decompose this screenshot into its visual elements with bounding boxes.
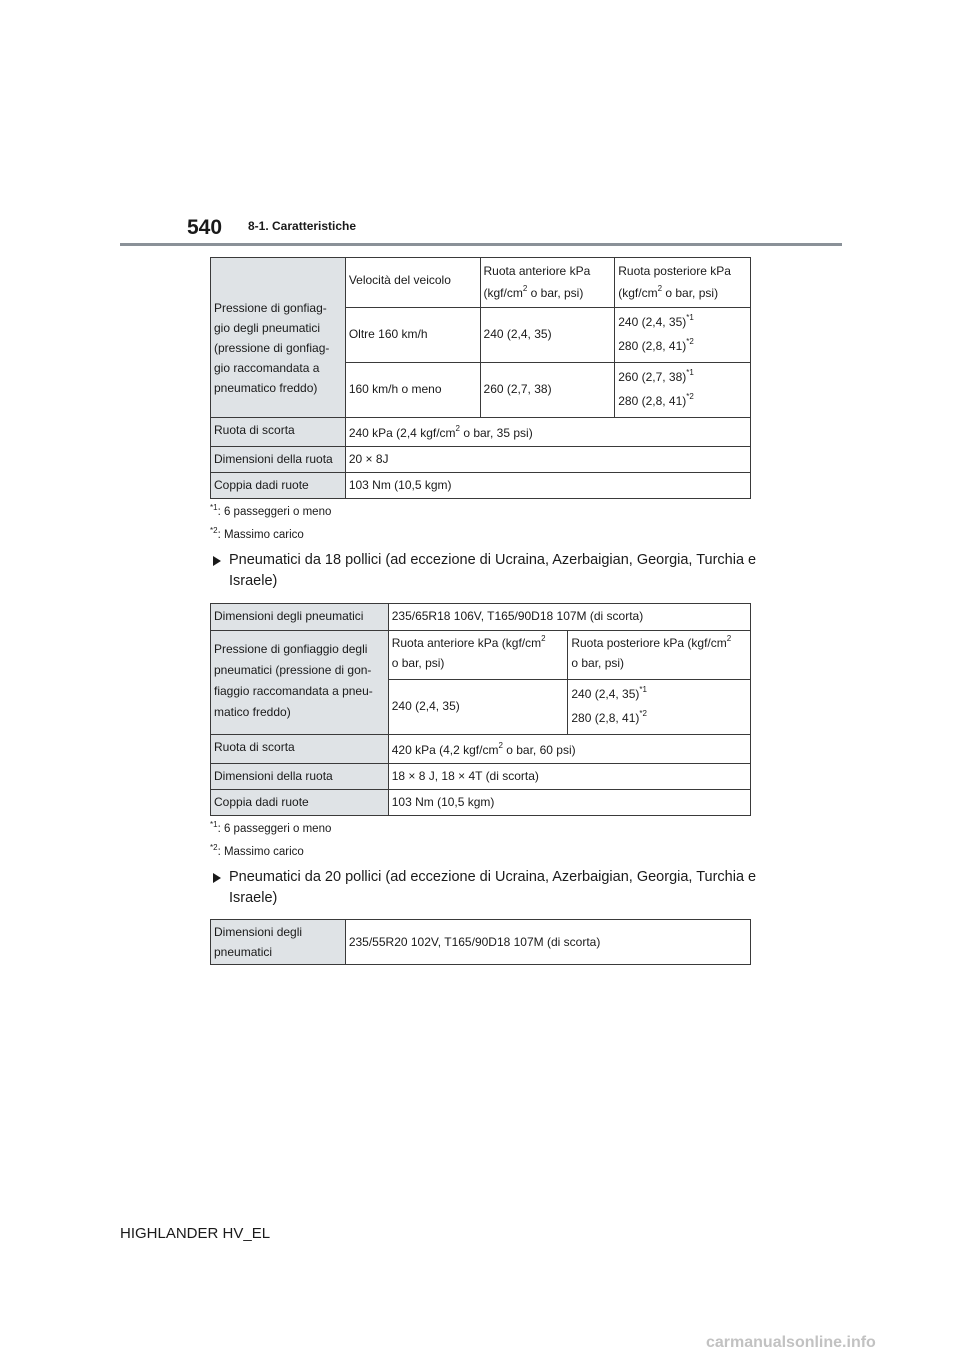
rear-cell xyxy=(615,363,751,418)
speed-value: Oltre 160 km/h xyxy=(348,327,428,341)
footnote-text: : Massimo carico xyxy=(217,528,304,541)
tire-spec-table-1 xyxy=(210,257,751,499)
footnote-text: : 6 passeggeri o meno xyxy=(217,505,332,518)
triangle-bullet-icon xyxy=(213,873,221,883)
torque-value xyxy=(345,473,750,499)
footnote-mark: *2 xyxy=(686,392,694,401)
rear-header xyxy=(568,631,751,680)
front-header-line1: Ruota anteriore kPa xyxy=(483,264,591,278)
footnote-1 xyxy=(210,503,331,518)
spare-label xyxy=(211,418,346,447)
tire-label xyxy=(211,920,346,965)
table-row xyxy=(211,790,751,816)
pressure-label: Pressione di gonfiag- gio degli pneumatici (pressione di gonfiag- gio raccomandata a pneumatico freddo) xyxy=(214,300,330,395)
spare-label-text: Ruota di scorta xyxy=(214,740,295,754)
tire-spec-table-2 xyxy=(210,603,751,816)
footnote-1 xyxy=(210,820,331,835)
spare-label-text: Ruota di scorta xyxy=(214,423,295,437)
table-row xyxy=(211,473,751,499)
tire-value-text: 235/65R18 106V, T165/90D18 107M (di scorta) xyxy=(391,609,644,623)
torque-label xyxy=(211,473,346,499)
wheel-value xyxy=(345,447,750,473)
section-title: 8-1. Caratteristiche xyxy=(248,219,357,233)
torque-label xyxy=(211,790,389,816)
torque-value-text: 103 Nm (10,5 kgm) xyxy=(391,795,495,809)
footnote-2 xyxy=(210,843,304,858)
footnote-mark: *1 xyxy=(210,820,218,829)
spare-value-a: 420 kPa (4,2 kgf/cm xyxy=(391,743,499,757)
front-cell xyxy=(480,308,615,363)
front-cell xyxy=(480,363,615,418)
front-value: 240 (2,4, 35) xyxy=(391,699,460,713)
front-value: 240 (2,4, 35) xyxy=(483,327,552,341)
speed-value: 160 km/h o meno xyxy=(348,382,442,396)
squared-mark: 2 xyxy=(522,284,528,293)
front-header-line1: Ruota anteriore kPa (kgf/cm xyxy=(391,636,542,650)
footnote-mark: *1 xyxy=(639,685,647,694)
table-row xyxy=(211,631,751,680)
pressure-label-cell xyxy=(211,631,389,735)
watermark: carmanualsonline.info xyxy=(706,1334,876,1351)
tire-value-text: 235/55R20 102V, T165/90D18 107M (di scorta) xyxy=(348,935,601,949)
header-rule xyxy=(120,243,842,246)
rear-cell xyxy=(615,308,751,363)
front-value: 260 (2,7, 38) xyxy=(483,382,552,396)
tire-label-text: Dimensioni degli pneumatici xyxy=(214,925,303,959)
wheel-label-text: Dimensioni della ruota xyxy=(214,452,333,466)
squared-mark: 2 xyxy=(541,634,546,643)
speed-header-text: Velocità del veicolo xyxy=(348,273,451,287)
table-row xyxy=(211,418,751,447)
rear-header-unit: (kgf/cm xyxy=(618,286,658,300)
table-row xyxy=(211,447,751,473)
spare-value-b: o bar, 35 psi) xyxy=(459,426,533,440)
table-row xyxy=(211,764,751,790)
document-code: HIGHLANDER HV_EL xyxy=(120,1225,271,1242)
rear-cell xyxy=(568,680,751,735)
wheel-value xyxy=(388,764,750,790)
footnote-mark: *2 xyxy=(639,709,647,718)
rear-header-line1: Ruota posteriore kPa xyxy=(618,264,731,278)
squared-mark: 2 xyxy=(657,284,663,293)
front-header-rest: o bar, psi) xyxy=(527,286,584,300)
spare-label xyxy=(211,735,389,764)
footnote-mark: *1 xyxy=(686,368,694,377)
wheel-label xyxy=(211,447,346,473)
wheel-value-text: 18 × 8 J, 18 × 4T (di scorta) xyxy=(391,769,539,783)
spare-value-a: 240 kPa (2,4 kgf/cm xyxy=(348,426,456,440)
pressure-label: Pressione di gonfiaggio degli pneumatici (pressione di gon- fiaggio raccomandata a pneu- matico freddo) xyxy=(214,642,373,719)
speed-cell xyxy=(345,363,480,418)
tire-value xyxy=(345,920,750,965)
rear-value-2: 280 (2,8, 41) xyxy=(571,711,640,725)
footnote-mark: *2 xyxy=(686,337,694,346)
tire-label xyxy=(211,604,389,631)
squared-mark: 2 xyxy=(455,424,460,433)
rear-value-1: 240 (2,4, 35) xyxy=(618,315,687,329)
rear-header-line1: Ruota posteriore kPa (kgf/cm xyxy=(571,636,727,650)
tire-spec-table-3 xyxy=(210,919,751,965)
table-row xyxy=(211,735,751,764)
front-header xyxy=(480,258,615,308)
front-header-line2: o bar, psi) xyxy=(391,656,445,670)
torque-value xyxy=(388,790,750,816)
rear-header-line2: o bar, psi) xyxy=(571,656,625,670)
footnote-mark: *1 xyxy=(210,503,218,512)
tire-value xyxy=(388,604,750,631)
wheel-label xyxy=(211,764,389,790)
bullet-heading-18 xyxy=(212,550,769,592)
wheel-value-text: 20 × 8J xyxy=(348,452,389,466)
front-cell xyxy=(388,680,568,735)
front-header xyxy=(388,631,568,680)
pressure-label-cell xyxy=(211,258,346,418)
front-header-unit: (kgf/cm xyxy=(483,286,523,300)
footnote-text: : 6 passeggeri o meno xyxy=(217,822,332,835)
rear-value-2: 280 (2,8, 41) xyxy=(618,339,687,353)
footnote-2 xyxy=(210,526,304,541)
page-number: 540 xyxy=(187,216,223,239)
rear-value-1: 260 (2,7, 38) xyxy=(618,370,687,384)
squared-mark: 2 xyxy=(498,741,503,750)
squared-mark: 2 xyxy=(726,634,732,643)
rear-header-rest: o bar, psi) xyxy=(662,286,719,300)
footnote-mark: *2 xyxy=(210,526,218,535)
triangle-bullet-icon xyxy=(213,556,221,566)
speed-header xyxy=(345,258,480,308)
table-row xyxy=(211,604,751,631)
footnote-text: : Massimo carico xyxy=(217,845,304,858)
spare-value-b: o bar, 60 psi) xyxy=(502,743,576,757)
bullet-text: Pneumatici da 20 pollici (ad eccezione di Ucraina, Azerbaigian, Georgia, Turchia e Israele) xyxy=(229,869,757,906)
bullet-text: Pneumatici da 18 pollici (ad eccezione di Ucraina, Azerbaigian, Georgia, Turchia e Israele) xyxy=(229,552,757,589)
footnote-mark: *2 xyxy=(210,843,218,852)
speed-cell xyxy=(345,308,480,363)
bullet-heading-20 xyxy=(212,867,769,909)
tire-label-text: Dimensioni degli pneumatici xyxy=(214,609,364,623)
torque-label-text: Coppia dadi ruote xyxy=(214,795,309,809)
spare-value xyxy=(345,418,750,447)
footnote-mark: *1 xyxy=(686,313,694,322)
rear-header xyxy=(615,258,751,308)
spare-value xyxy=(388,735,750,764)
table-row xyxy=(211,920,751,965)
torque-value-text: 103 Nm (10,5 kgm) xyxy=(348,478,452,492)
table-row xyxy=(211,258,751,308)
rear-value-2: 280 (2,8, 41) xyxy=(618,394,687,408)
wheel-label-text: Dimensioni della ruota xyxy=(214,769,333,783)
rear-value-1: 240 (2,4, 35) xyxy=(571,687,640,701)
torque-label-text: Coppia dadi ruote xyxy=(214,478,309,492)
